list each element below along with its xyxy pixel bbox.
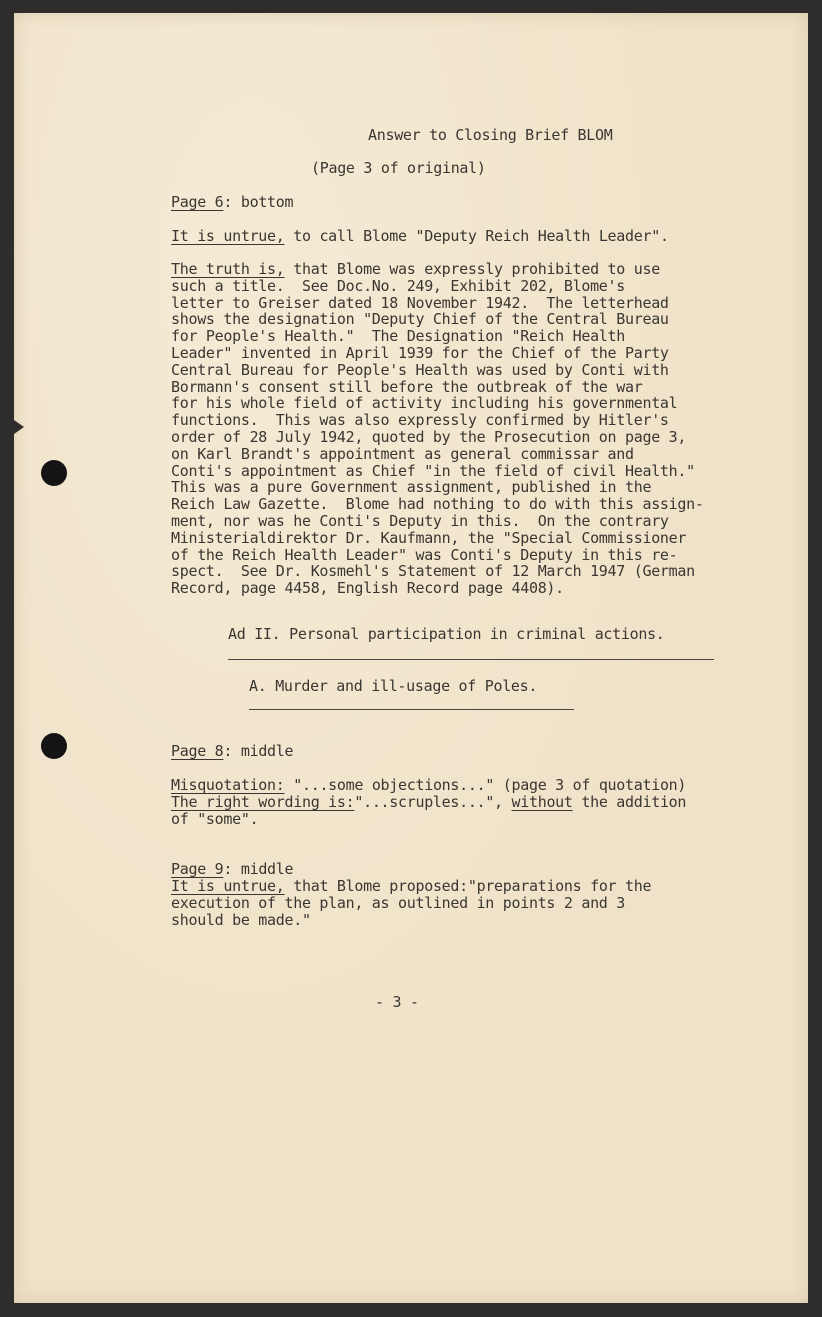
paragraph-line: for People's Health." The Designation "Reich Health bbox=[171, 327, 626, 346]
document-subtitle: (Page 3 of original) bbox=[311, 159, 486, 177]
paragraph-line: This was a pure Government assignment, published in the bbox=[171, 478, 652, 497]
page-edge-notch bbox=[14, 420, 24, 434]
paragraph-line: such a title. See Doc.No. 249, Exhibit 202, Blome's bbox=[171, 276, 626, 295]
truth-paragraph bbox=[171, 278, 704, 597]
untrue-statement-2-continued bbox=[171, 895, 625, 929]
paragraph-line: ment, nor was he Conti's Deputy in this. On the contrary bbox=[171, 511, 669, 530]
heading-ad-ii: Ad II. Personal participation in criminal actions. bbox=[228, 625, 665, 643]
section-ref-page-6: Page 6: bottom bbox=[171, 193, 294, 211]
paragraph-line: on Karl Brandt's appointment as general commissar and bbox=[171, 444, 634, 463]
right-wording-line: The right wording is:"...scruples...", without the addition bbox=[171, 793, 687, 811]
page-number: - 3 - bbox=[375, 993, 419, 1011]
paragraph-line: of the Reich Health Leader" was Conti's Deputy in this re- bbox=[171, 545, 678, 564]
paragraph-line: functions. This was also expressly confirmed by Hitler's bbox=[171, 411, 669, 430]
paragraph-line: Conti's appointment as Chief "in the field of civil Health." bbox=[171, 461, 695, 480]
untrue-statement-1: It is untrue, to call Blome "Deputy Reich Health Leader". bbox=[171, 227, 669, 245]
paragraph-line: order of 28 July 1942, quoted by the Prosecution on page 3, bbox=[171, 427, 687, 446]
paragraph-line: Reich Law Gazette. Blome had nothing to do with this assign- bbox=[171, 495, 704, 514]
document-title: Answer to Closing Brief BLOM bbox=[368, 126, 613, 144]
paragraph-line: Ministerialdirektor Dr. Kaufmann, the "Special Commissioner bbox=[171, 528, 687, 547]
punch-hole-bottom bbox=[41, 733, 67, 759]
heading-a-rule bbox=[249, 709, 574, 710]
paragraph-line: for his whole field of activity including his governmental bbox=[171, 394, 678, 413]
paragraph-line: Bormann's consent still before the outbreak of the war bbox=[171, 377, 643, 396]
paragraph-line: should be made." bbox=[171, 910, 311, 929]
right-wording-end: of "some". bbox=[171, 810, 259, 828]
misquotation-line: Misquotation: "...some objections..." (page 3 of quotation) bbox=[171, 776, 687, 794]
truth-statement: The truth is, that Blome was expressly prohibited to use bbox=[171, 260, 660, 278]
paragraph-line: Central Bureau for People's Health was used by Conti with bbox=[171, 360, 669, 379]
heading-ad-ii-rule bbox=[228, 659, 714, 660]
section-ref-page-8: Page 8: middle bbox=[171, 742, 294, 760]
untrue-statement-2: It is untrue, that Blome proposed:"preparations for the bbox=[171, 877, 652, 895]
paragraph-line: spect. See Dr. Kosmehl's Statement of 12 March 1947 (German bbox=[171, 562, 695, 581]
paragraph-line: execution of the plan, as outlined in points 2 and 3 bbox=[171, 893, 626, 912]
heading-a: A. Murder and ill-usage of Poles. bbox=[249, 677, 538, 695]
section-ref-page-9: Page 9: middle bbox=[171, 860, 294, 878]
paragraph-line: shows the designation "Deputy Chief of the Central Bureau bbox=[171, 310, 669, 329]
paragraph-line: Record, page 4458, English Record page 4408). bbox=[171, 579, 564, 598]
document-page bbox=[14, 13, 808, 1303]
paragraph-line: letter to Greiser dated 18 November 1942. The letterhead bbox=[171, 293, 669, 312]
paragraph-line: Leader" invented in April 1939 for the Chief of the Party bbox=[171, 343, 669, 362]
punch-hole-top bbox=[41, 460, 67, 486]
